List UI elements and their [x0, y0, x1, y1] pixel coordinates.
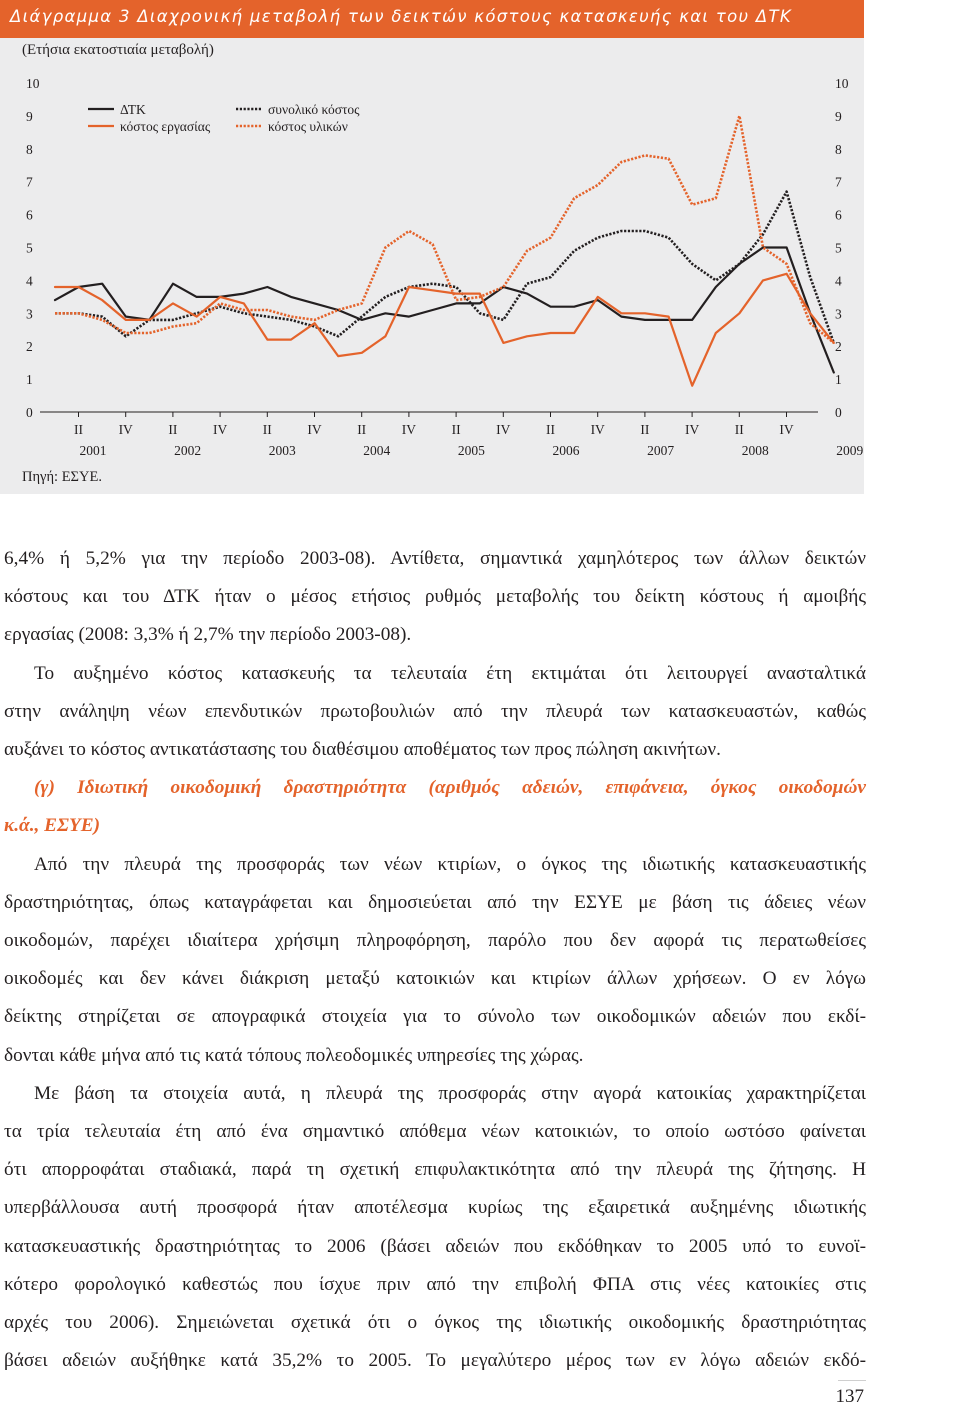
y-tick-label-left: 5	[26, 240, 33, 256]
y-tick-label-right: 6	[835, 207, 842, 223]
y-tick-label-right: 1	[835, 372, 842, 388]
chart-title: Διάγραμμα 3 Διαχρονική μεταβολή των δεικτών κόστους κατασκευής και του ΔΤΚ	[10, 7, 792, 26]
year-label: 2006	[552, 443, 580, 458]
page-number: 137	[835, 1386, 864, 1407]
body-text-line: (γ) Ιδιωτική οικοδομική δραστηριότητα (αριθμός αδειών, επιφάνεια, όγκος οικοδομών	[34, 777, 866, 799]
y-tick-label-left: 3	[26, 306, 33, 322]
legend-label-2: συνολικό κόστος	[268, 102, 360, 117]
body-text-line: κόστους και του ΔΤΚ ήταν ο μέσος ετήσιος ρυθμός μεταβολής του δείκτη κόστους ή αμοιβής	[4, 586, 866, 608]
x-tick-label: II	[734, 422, 744, 437]
x-tick-label: II	[546, 422, 555, 437]
x-tick-label: IV	[496, 422, 511, 437]
body-text-line: οικοδομών, παρέχει ιδιαίτερα χρήσιμη πληροφόρηση, παρόλο που δεν αφορά τις περατωθείσες	[4, 930, 866, 952]
x-tick-label: IV	[401, 422, 417, 437]
year-label: 2003	[268, 443, 296, 458]
chart-panel	[0, 0, 864, 494]
body-text-line: οικοδομές και δεν κάνει διάκριση μεταξύ κατοικιών και κτιρίων άλλων χρήσεων. Ο εν λόγω	[4, 968, 866, 990]
x-tick-label: II	[262, 422, 272, 437]
x-tick-label: II	[74, 422, 83, 437]
x-tick-label: IV	[590, 422, 605, 437]
x-tick-label: IV	[118, 422, 133, 437]
y-tick-label-left: 4	[26, 273, 33, 289]
x-tick-label: IV	[779, 422, 794, 437]
body-text-line: δείκτης στηρίζεται σε απογραφικά στοιχεία για το σύνολο των οικοδομικών αδειών που εκδί-	[4, 1006, 866, 1028]
y-tick-label-right: 3	[835, 306, 842, 322]
y-tick-label-right: 4	[835, 273, 842, 289]
x-tick-label: II	[357, 422, 367, 437]
y-tick-label-right: 8	[835, 141, 842, 157]
body-text-line: εργασίας (2008: 3,3% ή 2,7% την περίοδο 2003-08).	[4, 624, 412, 646]
body-text-line: δονται κάθε μήνα από τις κατά τόπους πολεοδομικές υπηρεσίες της χώρας.	[4, 1044, 584, 1066]
x-tick-label: II	[451, 422, 461, 437]
year-label: 2001	[79, 443, 107, 458]
y-tick-label-left: 9	[26, 108, 33, 124]
body-text-line: 6,4% ή 5,2% για την περίοδο 2003-08). Αντίθετα, σημαντικά χαμηλότερος των άλλων δεικτών	[4, 548, 866, 569]
year-label: 2002	[174, 443, 202, 458]
y-tick-label-left: 10	[26, 76, 40, 91]
body-text-line: αυξάνει το κόστος αντικατάστασης του διαθέσιμου αποθέματος των προς πώληση ακινήτων.	[4, 739, 721, 761]
y-tick-label-left: 2	[26, 339, 33, 355]
line-chart	[0, 60, 864, 460]
x-tick-label: IV	[684, 422, 700, 437]
body-text-line: αρχές του 2006). Σημειώνεται σχετικά ότι ο όγκος της ιδιωτικής οικοδομικής δραστηριότητας	[4, 1312, 866, 1334]
y-tick-label-right: 7	[835, 174, 842, 190]
y-tick-label-left: 0	[26, 405, 33, 420]
body-text-line: κ.ά., ΕΣΥΕ)	[4, 815, 101, 837]
series-line-0	[55, 248, 834, 373]
y-tick-label-left: 7	[26, 174, 33, 190]
chart-subtitle: (Ετήσια εκατοστιαία μεταβολή)	[22, 42, 214, 58]
body-text-line: ότι απορροφάται σταδιακά, παρά τη σχετική επιφυλακτικότητα από την πλευρά της ζήτησης. Η	[4, 1159, 866, 1181]
x-tick-label: IV	[212, 422, 228, 437]
y-tick-label-right: 10	[835, 76, 849, 91]
chart-title-bar	[0, 0, 864, 38]
y-tick-label-right: 9	[835, 108, 842, 124]
body-text-line: στην ανάληψη νέων επενδυτικών πρωτοβουλιών από την πλευρά των κατασκευαστών, καθώς	[4, 700, 866, 722]
year-label: 2009	[836, 443, 864, 458]
body-text-line: τα τρία τελευταία έτη από ένα σημαντικό απόθεμα νέων κατοικιών, το οποίο ωστόσο φαίνεται	[4, 1121, 866, 1143]
body-text	[4, 540, 866, 1380]
body-text-line: κατασκευαστικής δραστηριότητας το 2006 (βάσει αδειών που εκδόθηκαν το 2005 υπό το ευνοϊ-	[4, 1235, 866, 1257]
body-text-line: Με βάση τα στοιχεία αυτά, η πλευρά της προσφοράς στην αγορά κατοικίας χαρακτηρίζεται	[34, 1082, 866, 1104]
body-text-line: Το αυξημένο κόστος κατασκευής τα τελευταία έτη εκτιμάται ότι λειτουργεί ανασταλτικά	[34, 662, 866, 684]
y-tick-label-left: 6	[26, 207, 33, 223]
page-number-rule	[838, 1380, 866, 1381]
series-line-1	[55, 192, 834, 343]
body-text-line: Από την πλευρά της προσφοράς των νέων κτιρίων, ο όγκος της ιδιωτικής κατασκευαστικής	[34, 853, 866, 875]
year-label: 2008	[741, 443, 769, 458]
y-tick-label-right: 2	[835, 339, 842, 355]
body-text-line: δραστηριότητας, όπως καταγράφεται και δημοσιεύεται από την ΕΣΥΕ με βάση τις άδειες νέων	[4, 891, 866, 913]
y-tick-label-right: 5	[835, 240, 842, 256]
body-text-line: υπερβάλλουσα αυτή προσφορά ήταν αποτέλεσμα κυρίως της εξαιρετικά αυξημένης ιδιωτικής	[4, 1197, 866, 1219]
legend-label-3: κόστος υλικών	[268, 119, 348, 134]
year-label: 2007	[647, 443, 675, 458]
series-line-2	[55, 274, 834, 386]
x-tick-label: IV	[307, 422, 322, 437]
body-text-line: κότερο φορολογικό καθεστώς που ίσχυε πριν από την επιβολή ΦΠΑ στις νέες κατοικίες στις	[4, 1273, 866, 1295]
body-text-line: βάσει αδειών αυξήθηκε κατά 35,2% το 2005. Το μεγαλύτερο μέρος των εν λόγω αδειών εκδό-	[4, 1350, 866, 1372]
year-label: 2005	[457, 443, 485, 458]
chart-source: Πηγή: ΕΣΥΕ.	[22, 469, 102, 485]
x-tick-label: II	[640, 422, 650, 437]
legend-label-1: κόστος εργασίας	[120, 119, 211, 134]
year-label: 2004	[363, 443, 391, 458]
series-line-3	[55, 116, 834, 343]
y-tick-label-left: 8	[26, 141, 33, 157]
x-tick-label: II	[168, 422, 178, 437]
y-tick-label-right: 0	[835, 405, 842, 420]
legend-label-0: ΔΤΚ	[120, 102, 146, 117]
y-tick-label-left: 1	[26, 372, 33, 388]
